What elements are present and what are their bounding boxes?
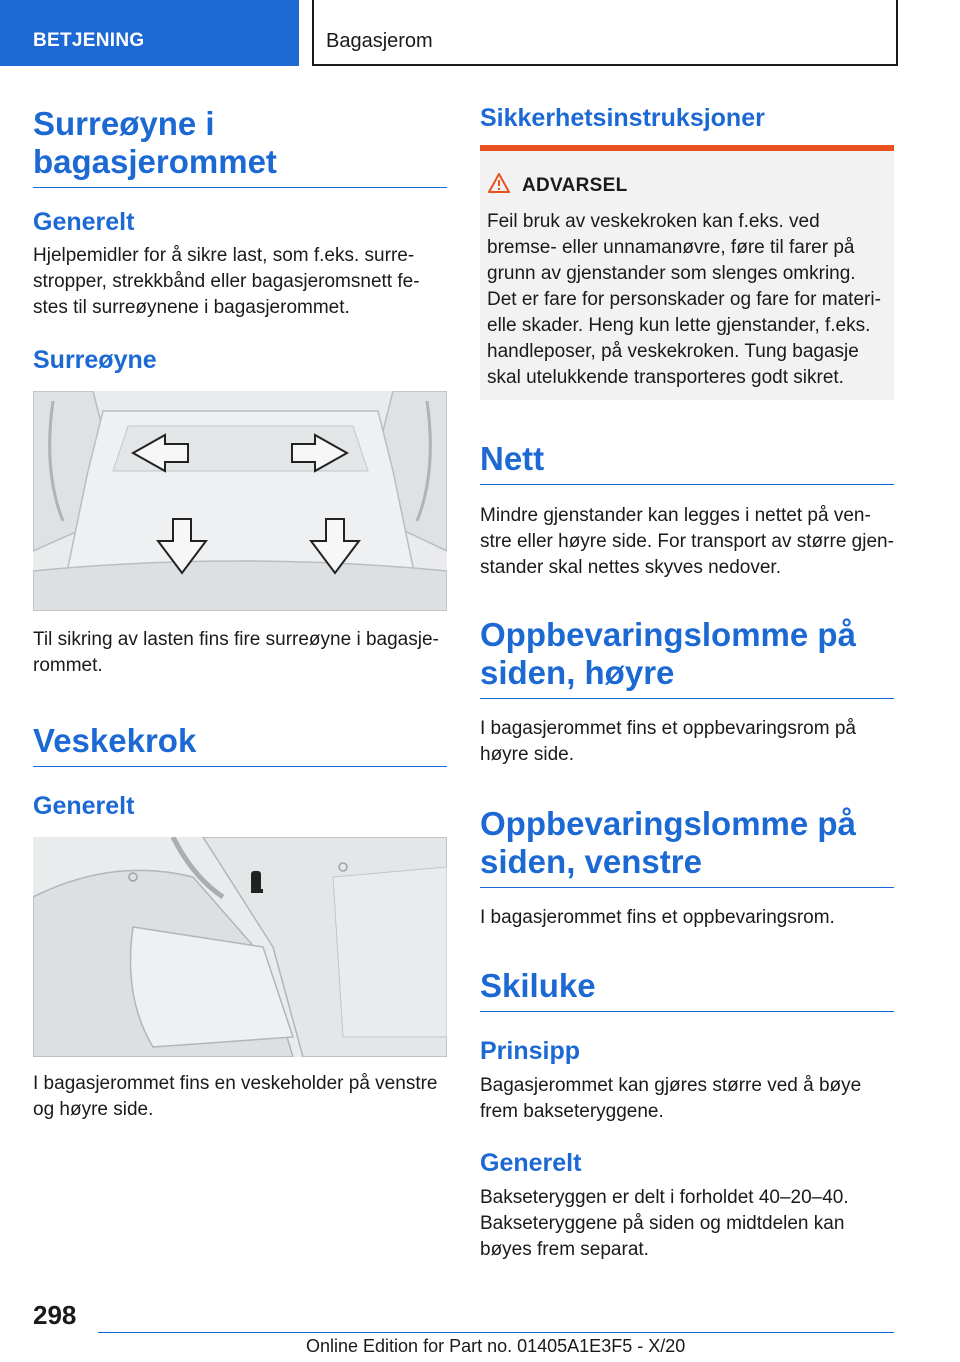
paragraph-generelt-skiluke: Bakseteryggen er delt i forholdet 40–20–40. Bakseteryggene på siden og midtdelen kan bøyes frem separat. [480, 1187, 849, 1260]
heading-generelt: Generelt [33, 208, 135, 236]
paragraph-oppbevaringslomme-venstre: I bagasjerommet fins et oppbevaringsrom. [480, 907, 835, 928]
heading-generelt-veskekrok: Generelt [33, 792, 135, 820]
section-tab [0, 0, 299, 66]
heading-nett: Nett [480, 440, 894, 485]
section-label: BETJENING [33, 30, 145, 51]
warning-box [480, 145, 894, 400]
heading-oppbevaringslomme-venstre: Oppbevaringslomme på siden, venstre [480, 805, 894, 888]
warning-header [488, 173, 628, 198]
heading-sikkerhetsinstruksjoner: Sikkerhetsinstruksjoner [480, 104, 765, 132]
warning-text: Feil bruk av veskekroken kan f.eks. ved bremse- eller unnamanøvre, føre til farer på grunn av gjenstander som slenges omkring. Det er fare for personskader og fare for materielle skader. Heng kun lette gjenstander, f.eks. handleposer, på veskekroken. Tung bagasje skal utelukkende transporteres godt sikret. [487, 211, 881, 388]
heading-skiluke: Skiluke [480, 967, 894, 1012]
bag-hook-illustration [33, 837, 447, 1057]
paragraph-nett: Mindre gjenstander kan legges i nettet på venstre eller høyre side. For transport av større gjenstander skal nettes skyves nedover. [480, 505, 894, 578]
chapter-label: Bagasjerom [326, 30, 433, 52]
footer-rule [98, 1332, 894, 1333]
heading-generelt-skiluke: Generelt [480, 1149, 582, 1177]
heading-surreoyne-bagasjerommet: Surreøyne i bagasjerommet [33, 105, 447, 188]
paragraph-surreoyne: Til sikring av lasten fins fire surreøyne i bagasjerommet. [33, 629, 439, 676]
chapter-header [312, 0, 898, 66]
page-number: 298 [33, 1300, 77, 1330]
paragraph-generelt: Hjelpemidler for å sikre last, som f.eks. surrestropper, strekkbånd eller bagasjeromsnett festes til surreøynene i bagasjerommet. [33, 245, 420, 318]
paragraph-prinsipp: Bagasjerommet kan gjøres større ved å bøye frem bakseteryggene. [480, 1075, 862, 1122]
heading-surreoyne: Surreøyne [33, 346, 157, 374]
paragraph-veskekrok: I bagasjerommet fins en veskeholder på venstre og høyre side. [33, 1073, 438, 1120]
heading-prinsipp: Prinsipp [480, 1037, 581, 1065]
paragraph-oppbevaringslomme-hoyre: I bagasjerommet fins et oppbevaringsrom på høyre side. [480, 718, 856, 765]
warning-triangle-icon [488, 173, 510, 198]
trunk-lashing-eyes-illustration [33, 391, 447, 611]
bag-hook-svg [33, 837, 447, 1057]
heading-oppbevaringslomme-hoyre: Oppbevaringslomme på siden, høyre [480, 616, 894, 699]
heading-veskekrok: Veskekrok [33, 722, 447, 767]
trunk-floor-svg [33, 391, 447, 611]
warning-label: ADVARSEL [522, 174, 628, 196]
edition-label: Online Edition for Part no. 01405A1E3F5 - X/20 [306, 1336, 686, 1356]
